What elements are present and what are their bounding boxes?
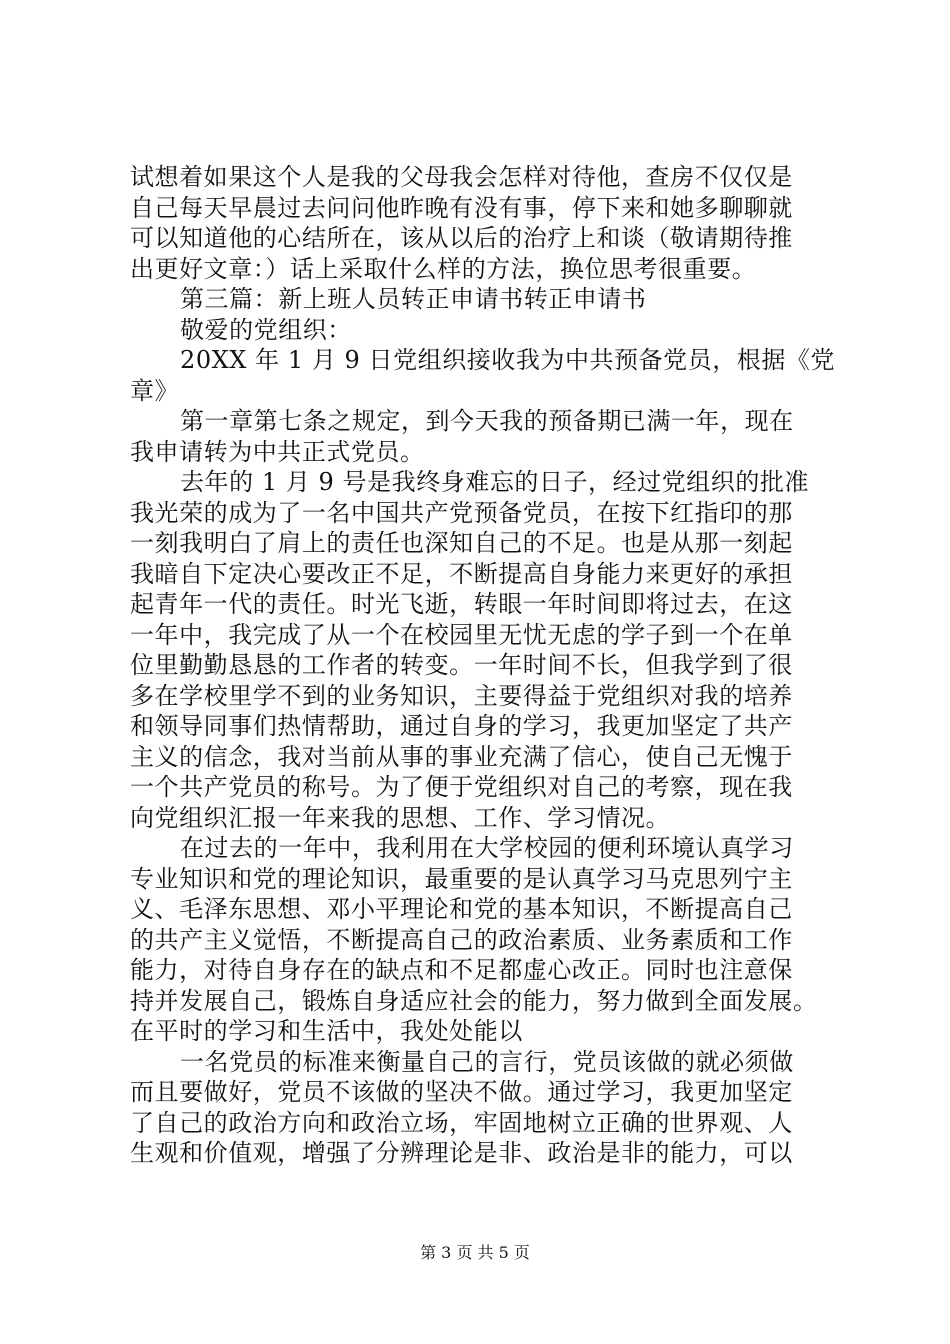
text-line: 我暗自下定决心要改正不足，不断提高自身能力来更好的承担 [130, 559, 793, 588]
text-line: 持并发展自己，锻炼自身适应社会的能力，努力做到全面发展。 [130, 986, 818, 1015]
text-line: 20XX 年 1 月 9 日党组织接收我为中共预备党员，根据《党 [180, 346, 835, 374]
text-line: 了自己的政治方向和政治立场，牢固地树立正确的世界观、人 [130, 1108, 793, 1137]
page-number-footer: 第 3 页 共 5 页 [420, 1243, 530, 1262]
text-line: 章》 [130, 376, 180, 405]
text-line: 多在学校里学不到的业务知识，主要得益于党组织对我的培养 [130, 681, 793, 710]
text-line: 向党组织汇报一年来我的思想、工作、学习情况。 [130, 803, 671, 832]
text-line: 去年的 1 月 9 号是我终身难忘的日子，经过党组织的批准 [180, 468, 810, 496]
text-line: 出更好文章：）话上采取什么样的方法，换位思考很重要。 [130, 254, 757, 283]
text-line: 一刻我明白了肩上的责任也深知自己的不足。也是从那一刻起 [130, 529, 793, 557]
text-line: 和领导同事们热情帮助，通过自身的学习，我更加坚定了共产 [130, 712, 793, 740]
text-line: 在过去的一年中，我利用在大学校园的便利环境认真学习 [180, 834, 794, 862]
text-line: 一年中，我完成了从一个在校园里无忧无虑的学子到一个在单 [130, 620, 793, 649]
text-line: 我光荣的成为了一名中国共产党预备党员，在按下红指印的那 [130, 498, 793, 527]
text-line: 自己每天早晨过去问问他昨晚有没有事，停下来和她多聊聊就 [130, 193, 793, 222]
text-line: 能力，对待自身存在的缺点和不足都虚心改正。同时也注意保 [130, 956, 793, 984]
text-line: 起青年一代的责任。时光飞逝，转眼一年时间即将过去，在这 [130, 590, 793, 618]
text-line: 试想着如果这个人是我的父母我会怎样对待他，查房不仅仅是 [130, 163, 793, 191]
text-line: 第一章第七条之规定，到今天我的预备期已满一年，现在 [180, 407, 794, 435]
text-line: 专业知识和党的理论知识，最重要的是认真学习马克思列宁主 [130, 864, 793, 893]
text-line: 可以知道他的心结所在，该从以后的治疗上和谈（敬请期待推 [130, 224, 793, 252]
text-line: 位里勤勤恳恳的工作者的转变。一年时间不长，但我学到了很 [130, 651, 793, 679]
document-body [130, 162, 835, 1169]
text-line: 的共产主义觉悟，不断提高自己的政治素质、业务素质和工作 [130, 925, 793, 954]
salutation: 敬爱的党组织： [180, 315, 352, 344]
text-line: 而且要做好，党员不该做的坚决不做。通过学习，我更加坚定 [130, 1078, 793, 1106]
text-line: 义、毛泽东思想、邓小平理论和党的基本知识，不断提高自己 [130, 895, 793, 923]
text-line: 生观和价值观，增强了分辨理论是非、政治是非的能力，可以 [130, 1139, 793, 1167]
text-line: 在平时的学习和生活中，我处处能以 [130, 1017, 523, 1045]
text-line: 一个共产党员的称号。为了便于党组织对自己的考察，现在我 [130, 773, 793, 801]
section-heading: 第三篇：新上班人员转正申请书转正申请书 [180, 285, 647, 313]
text-line: 主义的信念，我对当前从事的事业充满了信心，使自己无愧于 [130, 742, 793, 771]
text-line: 一名党员的标准来衡量自己的言行，党员该做的就必须做 [180, 1047, 794, 1076]
text-line: 我申请转为中共正式党员。 [130, 437, 425, 466]
